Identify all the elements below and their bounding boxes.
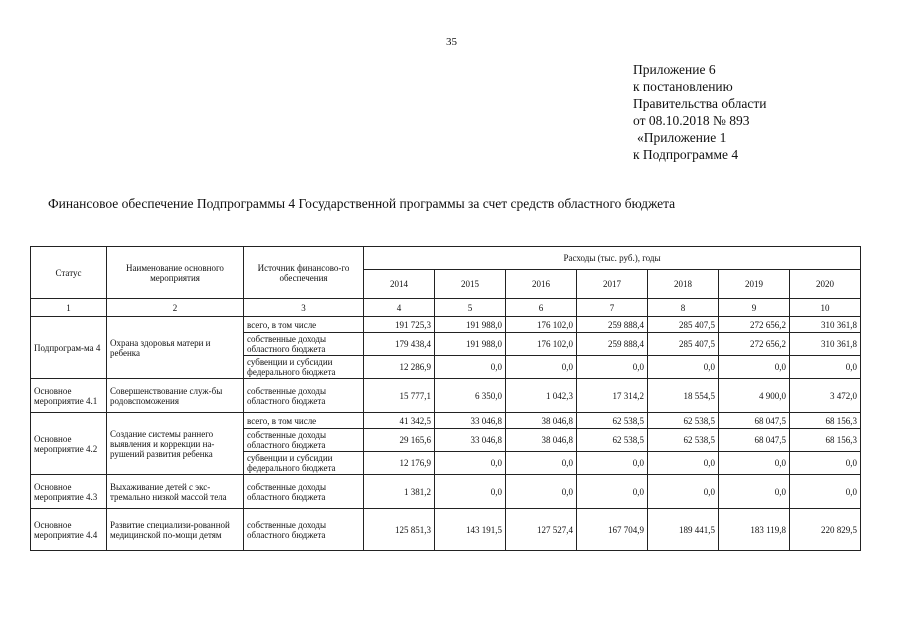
header-event-name: Наименование основного мероприятия: [107, 247, 244, 299]
column-number: 5: [435, 299, 506, 317]
value-cell: 17 314,2: [577, 379, 648, 413]
value-cell: 38 046,8: [506, 429, 577, 452]
value-cell: 272 656,2: [719, 317, 790, 333]
value-cell: 0,0: [790, 356, 861, 379]
value-cell: 0,0: [577, 452, 648, 475]
source-cell: субвенции и субсидии федерального бюджета: [244, 356, 364, 379]
column-number: 2: [107, 299, 244, 317]
source-cell: всего, в том числе: [244, 413, 364, 429]
source-cell: собственные доходы областного бюджета: [244, 333, 364, 356]
financing-table: [30, 246, 861, 551]
source-cell: всего, в том числе: [244, 317, 364, 333]
table-row: [31, 317, 861, 333]
page-number: 35: [446, 36, 457, 48]
value-cell: 0,0: [506, 475, 577, 509]
appendix-line: к Подпрограмме 4: [633, 147, 739, 162]
status-cell: Основное мероприятие 4.2: [31, 413, 107, 475]
status-cell: Основное мероприятие 4.4: [31, 509, 107, 551]
table-row: [31, 413, 861, 429]
appendix-line: от 08.10.2018 № 893: [633, 113, 750, 128]
status-cell: Основное мероприятие 4.3: [31, 475, 107, 509]
value-cell: 6 350,0: [435, 379, 506, 413]
header-year: 2016: [506, 270, 577, 299]
value-cell: 285 407,5: [648, 333, 719, 356]
column-number: 3: [244, 299, 364, 317]
value-cell: 33 046,8: [435, 429, 506, 452]
value-cell: 143 191,5: [435, 509, 506, 551]
value-cell: 33 046,8: [435, 413, 506, 429]
column-number: 7: [577, 299, 648, 317]
value-cell: 0,0: [790, 452, 861, 475]
value-cell: 310 361,8: [790, 317, 861, 333]
event-name-cell: Развитие специализи-рованной медицинской по-мощи детям: [107, 509, 244, 551]
header-status: Статус: [31, 247, 107, 299]
value-cell: 62 538,5: [648, 413, 719, 429]
value-cell: 1 042,3: [506, 379, 577, 413]
table-row: [31, 509, 861, 551]
value-cell: 285 407,5: [648, 317, 719, 333]
status-cell: Подпрограм-ма 4: [31, 317, 107, 379]
appendix-line: «Приложение 1: [637, 130, 727, 145]
value-cell: 179 438,4: [364, 333, 435, 356]
event-name-cell: Совершенствование служ-бы родовспоможения: [107, 379, 244, 413]
source-cell: субвенции и субсидии федерального бюджета: [244, 452, 364, 475]
value-cell: 176 102,0: [506, 317, 577, 333]
value-cell: 68 047,5: [719, 413, 790, 429]
header-year: 2020: [790, 270, 861, 299]
table-body: [31, 247, 861, 551]
header-year: 2015: [435, 270, 506, 299]
status-cell: Основное мероприятие 4.1: [31, 379, 107, 413]
col-number-row: [31, 299, 861, 317]
value-cell: 0,0: [506, 356, 577, 379]
event-name-cell: Выхаживание детей с экс-тремально низкой массой тела: [107, 475, 244, 509]
value-cell: 191 988,0: [435, 333, 506, 356]
header-source: Источник финансово-го обеспечения: [244, 247, 364, 299]
value-cell: 15 777,1: [364, 379, 435, 413]
appendix-line: к постановлению: [633, 79, 733, 94]
column-number: 1: [31, 299, 107, 317]
value-cell: 272 656,2: [719, 333, 790, 356]
value-cell: 0,0: [648, 356, 719, 379]
value-cell: 0,0: [648, 452, 719, 475]
table-row: [31, 379, 861, 413]
column-number: 4: [364, 299, 435, 317]
value-cell: 183 119,8: [719, 509, 790, 551]
value-cell: 125 851,3: [364, 509, 435, 551]
value-cell: 127 527,4: [506, 509, 577, 551]
source-cell: собственные доходы областного бюджета: [244, 475, 364, 509]
value-cell: 62 538,5: [577, 413, 648, 429]
value-cell: 0,0: [435, 452, 506, 475]
value-cell: 310 361,8: [790, 333, 861, 356]
value-cell: 68 047,5: [719, 429, 790, 452]
header-expenses: Расходы (тыс. руб.), годы: [364, 247, 861, 270]
value-cell: 12 176,9: [364, 452, 435, 475]
value-cell: 62 538,5: [648, 429, 719, 452]
header-year: 2018: [648, 270, 719, 299]
value-cell: 0,0: [435, 356, 506, 379]
value-cell: 0,0: [719, 475, 790, 509]
value-cell: 191 725,3: [364, 317, 435, 333]
appendix-block: [633, 61, 766, 163]
value-cell: 0,0: [719, 452, 790, 475]
column-number: 10: [790, 299, 861, 317]
value-cell: 259 888,4: [577, 333, 648, 356]
value-cell: 29 165,6: [364, 429, 435, 452]
value-cell: 0,0: [719, 356, 790, 379]
value-cell: 68 156,3: [790, 413, 861, 429]
event-name-cell: Охрана здоровья матери и ребенка: [107, 317, 244, 379]
value-cell: 4 900,0: [719, 379, 790, 413]
value-cell: 18 554,5: [648, 379, 719, 413]
value-cell: 259 888,4: [577, 317, 648, 333]
value-cell: 68 156,3: [790, 429, 861, 452]
value-cell: 0,0: [648, 475, 719, 509]
appendix-line: Приложение 6: [633, 62, 716, 77]
value-cell: 167 704,9: [577, 509, 648, 551]
value-cell: 38 046,8: [506, 413, 577, 429]
header-year: 2014: [364, 270, 435, 299]
appendix-line: Правительства области: [633, 96, 767, 111]
value-cell: 220 829,5: [790, 509, 861, 551]
column-number: 8: [648, 299, 719, 317]
header-year: 2019: [719, 270, 790, 299]
column-number: 6: [506, 299, 577, 317]
source-cell: собственные доходы областного бюджета: [244, 379, 364, 413]
header-year: 2017: [577, 270, 648, 299]
value-cell: 0,0: [577, 356, 648, 379]
column-number: 9: [719, 299, 790, 317]
source-cell: собственные доходы областного бюджета: [244, 429, 364, 452]
value-cell: 191 988,0: [435, 317, 506, 333]
value-cell: 62 538,5: [577, 429, 648, 452]
source-cell: собственные доходы областного бюджета: [244, 509, 364, 551]
value-cell: 3 472,0: [790, 379, 861, 413]
value-cell: 1 381,2: [364, 475, 435, 509]
value-cell: 12 286,9: [364, 356, 435, 379]
value-cell: 189 441,5: [648, 509, 719, 551]
table-row: [31, 475, 861, 509]
value-cell: 0,0: [506, 452, 577, 475]
value-cell: 0,0: [435, 475, 506, 509]
document-title: Финансовое обеспечение Подпрограммы 4 Государственной программы за счет средств областного бюджета: [48, 196, 676, 211]
event-name-cell: Создание системы раннего выявления и коррекции на-рушений развития ребенка: [107, 413, 244, 475]
value-cell: 41 342,5: [364, 413, 435, 429]
value-cell: 0,0: [577, 475, 648, 509]
value-cell: 176 102,0: [506, 333, 577, 356]
value-cell: 0,0: [790, 475, 861, 509]
